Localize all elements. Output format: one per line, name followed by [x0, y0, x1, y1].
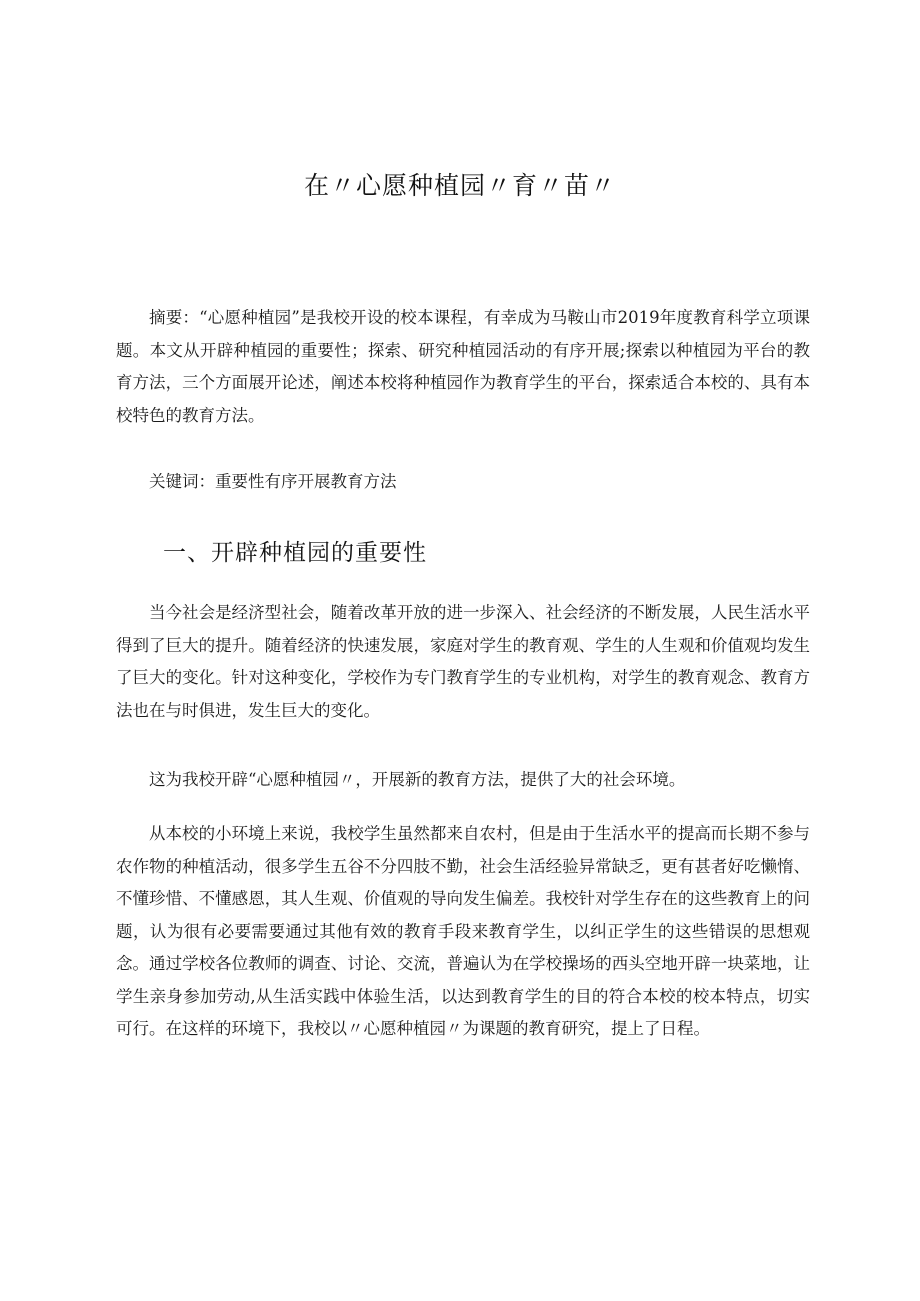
body-paragraph: 当今社会是经济型社会，随着改革开放的进一步深入、社会经济的不断发展，人民生活水平得到了巨大的提升。随着经济的快速发展，家庭对学生的教育观、学生的人生观和价值观均发生了巨大的变化。针对这种变化，学校作为专门教育学生的专业机构，对学生的教育观念、教育方法也在与时俱进，发生巨大的变化。	[116, 603, 810, 720]
body-paragraph: 从本校的小环境上来说，我校学生虽然都来自农村，但是由于生活水平的提高而长期不参与农作物的种植活动，很多学生五谷不分四肢不勤，社会生活经验异常缺乏，更有甚者好吃懒惰、不懂珍惜、不懂感恩，其人生观、价值观的导向发生偏差。我校针对学生存在的这些教育上的问题，认为很有必要需要通过其他有效的教育手段来教育学生，以纠正学生的这些错误的思想观念。通过学校各位教师的调查、讨论、交流，普遍认为在学校操场的西头空地开辟一块菜地，让学生亲身参加劳动,从生活实践中体验生活，以达到教育学生的目的符合本校的校本特点，切实可行。在这样的环境下，我校以〃心愿种植园〃为课题的教育研究，提上了日程。	[116, 824, 810, 1038]
section-heading: 一、开辟种植园的重要性	[163, 540, 427, 566]
document-title: 在〃心愿种植园〃育〃苗〃	[303, 171, 616, 200]
keywords-paragraph: 关键词：重要性有序开展教育方法	[149, 472, 397, 491]
abstract-paragraph: 摘要：“心愿种植园”是我校开设的校本课程，有幸成为马鞍山市2019年度教育科学立项课题。本文从开辟种植园的重要性；探索、研究种植园活动的有序开展;探索以种植园为平台的教育方法，三个方面展开论述，阐述本校将种植园作为教育学生的平台，探索适合本校的、具有本校特色的教育方法。	[116, 308, 810, 425]
body-paragraph: 这为我校开辟“心愿种植园〃，开展新的教育方法，提供了大的社会环境。	[149, 770, 686, 789]
